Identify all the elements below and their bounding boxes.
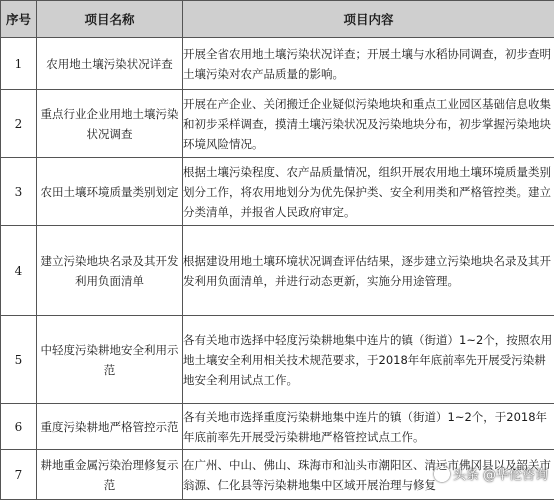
table-row: [1, 316, 554, 404]
row-name: 重点行业企业用地土壤污染状况调查: [37, 90, 183, 158]
row-num: 5: [1, 316, 37, 404]
row-name: 耕地重金属污染治理修复示范: [37, 450, 183, 500]
row-content: 各有关地市选择中轻度污染耕地集中连片的镇（街道）1~2个，按照农用地土壤安全利用相关技术规范要求，于2018年年底前率先开展受污染耕地安全利用试点工作。: [183, 316, 554, 404]
row-name: 建立污染地块名录及其开发利用负面清单: [37, 226, 183, 316]
row-num: 3: [1, 158, 37, 226]
row-name: 重度污染耕地严格管控示范: [37, 404, 183, 450]
table-row: [1, 90, 554, 158]
row-content: 在广州、中山、佛山、珠海市和汕头市潮阳区、清远市佛冈县以及韶关市翁源、仁化县等污染耕地集中区域开展治理与修复: [183, 450, 554, 500]
table-row: [1, 226, 554, 316]
row-name: 中轻度污染耕地安全利用示范: [37, 316, 183, 404]
watermark: [434, 464, 548, 483]
row-content: 根据建设用地土壤环境状况调查评估结果，逐步建立污染地块名录及其开发利用负面清单，并进行动态更新，实施分用途管理。: [183, 226, 554, 316]
watermark-text: 头条 @华伦咨询: [453, 464, 548, 483]
toutiao-logo-icon: [434, 466, 450, 482]
row-name: 农用地土壤污染状况详查: [37, 38, 183, 90]
row-content: 开展在产企业、关闭搬迁企业疑似污染地块和重点工业园区基础信息收集和初步采样调查，摸清土壤污染状况及污染地块分布，初步掌握污染地块环境风险情况。: [183, 90, 554, 158]
row-num: 2: [1, 90, 37, 158]
row-num: 6: [1, 404, 37, 450]
row-content: 根据土壤污染程度、农产品质量情况，组织开展农用地土壤环境质量类别划分工作，将农用地划分为优先保护类、安全利用类和严格管控类。建立分类清单，并报省人民政府审定。: [183, 158, 554, 226]
row-num: 4: [1, 226, 37, 316]
row-content: 开展全省农用地土壤污染状况详查；开展土壤与水稻协同调查，初步查明土壤污染对农产品质量的影响。: [183, 38, 554, 90]
header-num: 序号: [1, 1, 37, 38]
row-name: 农田土壤环境质量类别划定: [37, 158, 183, 226]
header-name: 项目名称: [37, 1, 183, 38]
table-row: [1, 158, 554, 226]
table-row: [1, 38, 554, 90]
row-num: 1: [1, 38, 37, 90]
table-row: [1, 404, 554, 450]
row-content: 各有关地市选择重度污染耕地集中连片的镇（街道）1~2个，于2018年年底前率先开展受污染耕地严格管控试点工作。: [183, 404, 554, 450]
row-num: 7: [1, 450, 37, 500]
header-content: 项目内容: [183, 1, 554, 38]
table-header-row: [1, 1, 554, 38]
